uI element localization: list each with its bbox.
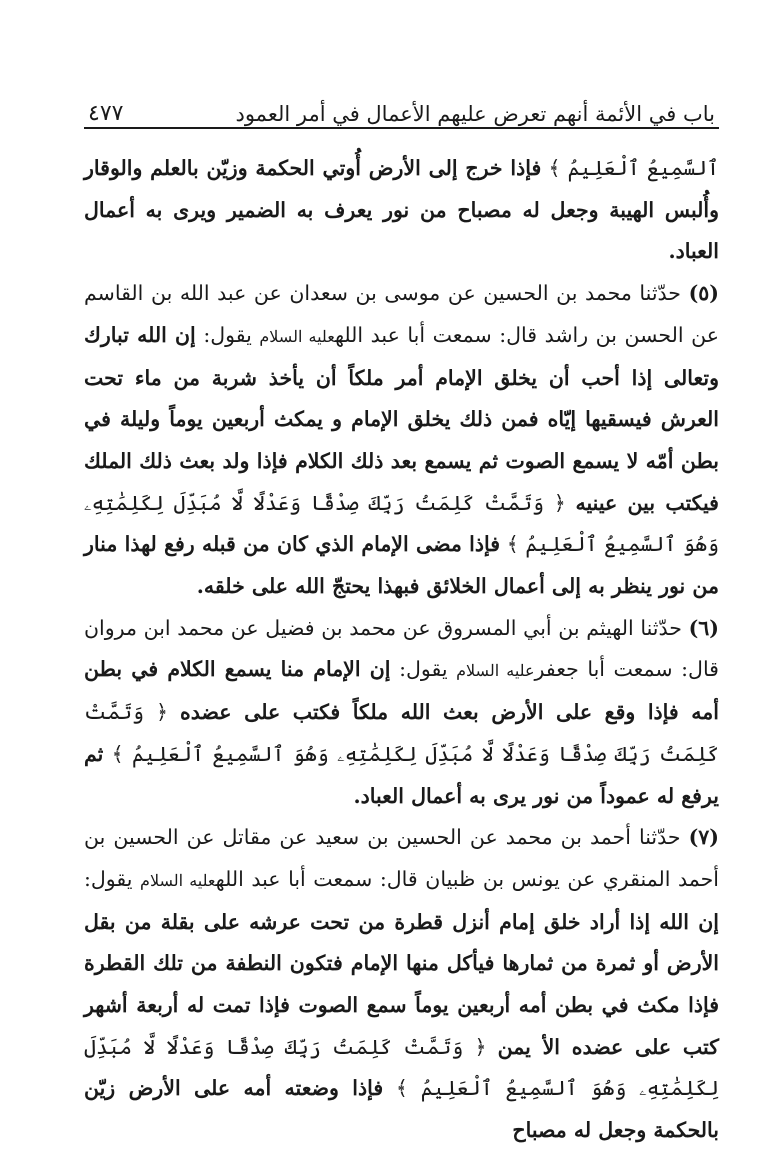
narration-chain: حدّثنا محمد بن الحسين عن موسى بن سعدان عن عبد الله بن القاسم عن الحسن بن راشد قال: سمعت أبا عبد الله [84, 281, 719, 347]
page-number: ٤٧٧ [88, 101, 124, 126]
honorific-glyph: عليه السلام [456, 661, 535, 681]
page-header [88, 92, 715, 126]
narration-says: يقول: [84, 866, 133, 891]
verse-close-ornament: ﴾ [548, 156, 561, 180]
narration-says: يقول: [203, 322, 252, 347]
hadith-number: (٧) [688, 825, 719, 850]
quran-verse: وَتَمَّتْ كَلِمَتُ رَبِّكَ صِدْقًا وَعَدْلًا لَّا مُبَدِّلَ لِكَلِمَٰتِهِۦ وَهُوَ ٱلسَّمِيعُ ٱلْعَلِيمُ [84, 490, 719, 557]
verse-open-ornament: ﴿ [553, 490, 566, 515]
narration-says: يقول: [399, 657, 448, 682]
verse-open-ornament: ﴿ [156, 700, 169, 725]
hadith-5 [84, 273, 719, 608]
hadith-text-continued: فإذا مضى الإمام الذي كان من قبله رفع لهذا منار من نور ينظر به إلى أعمال الخلائق فبهذا يحتجّ الله على خلقه. [84, 532, 719, 599]
paragraph-text: فإذا خرج إلى الأرض أُوتي الحكمة وزيّن بالعلم والوقار وأُلبس الهيبة وجعل له مصباح من نور يعرف به الضمير ويرى به أعمال العباد. [84, 156, 719, 264]
quran-verse: وَتَمَّتْ كَلِمَتُ رَبِّكَ صِدْقًا وَعَدْلًا لَّا مُبَدِّلَ لِكَلِمَٰتِهِۦ وَهُوَ ٱلسَّمِيعُ ٱلْعَلِيمُ [84, 1034, 719, 1101]
hadith-number: (٥) [688, 281, 719, 306]
hadith-text: إن الإمام منا يسمع الكلام في بطن أمه فإذا وقع على الأرض بعث الله ملكاً فكتب على عضده [84, 657, 719, 725]
hadith-number: (٦) [688, 615, 719, 640]
verse-close-ornament: ﴾ [506, 532, 519, 557]
honorific-glyph: عليه السلام [259, 326, 335, 346]
header-rule [84, 127, 719, 129]
quran-verse-tail: ٱلسَّمِيعُ ٱلْعَلِيمُ [567, 156, 719, 180]
paragraph-continued [84, 148, 719, 273]
honorific-glyph: عليه السلام [140, 870, 216, 890]
narration-chain: حدّثنا الهيثم بن أبي المسروق عن محمد بن فضيل عن محمد ابن مروان قال: سمعت أبا جعفر [84, 615, 719, 682]
hadith-6 [84, 608, 719, 818]
verse-open-ornament: ﴿ [474, 1034, 487, 1059]
hadith-text: إن الله تبارك وتعالى إذا أحب أن يخلق الإمام أمر ملكاً أن يأخذ شربة من ماء تحت العرش فيسقيها إيّاه فمن ذلك يخلق الإمام و يمكث أربعين يوماً وليلة في بطن أمّه لا يسمع الصوت ثم يسمع بعد ذلك الكلام فإذا ولد بعث ذلك الملك فيكتب بين عينيه [84, 322, 719, 515]
hadith-text-continued: فإذا وضعته أمه على الأرض زيّن بالحكمة وجعل له مصباح [84, 1076, 719, 1143]
quran-verse: وَتَمَّتْ كَلِمَتُ رَبِّكَ صِدْقًا وَعَدْلًا لَّا مُبَدِّلَ لِكَلِمَٰتِهِۦ وَهُوَ ٱلسَّمِيعُ ٱلْعَلِيمُ [84, 700, 719, 766]
running-title: باب في الأئمة أنهم تعرض عليهم الأعمال في أمر العمود [235, 102, 715, 126]
verse-close-ornament: ﴾ [111, 741, 124, 766]
narration-chain: حدّثنا أحمد بن محمد عن الحسين بن سعيد عن مقاتل عن الحسين بن أحمد المنقري عن يونس بن ظبيان قال: سمعت أبا عبد الله [84, 825, 719, 891]
verse-close-ornament: ﴾ [395, 1076, 408, 1101]
hadith-text-continued: ثم يرفع له عموداً من نور يرى به أعمال العباد. [84, 741, 719, 808]
hadith-7 [84, 817, 719, 1152]
hadith-text: إن الله إذا أراد خلق إمام أنزل قطرة من تحت عرشه على بقلة من بقل الأرض أو ثمرة من ثمارها فيأكل منها الإمام فتكون النطفة من تلك القطرة فإذا مكث في بطن أمه أربعين يوماً سمع الصوت فإذا تمت له أربعة أشهر كتب على عضده الأ يمن [84, 909, 719, 1059]
page-body [84, 148, 719, 1152]
